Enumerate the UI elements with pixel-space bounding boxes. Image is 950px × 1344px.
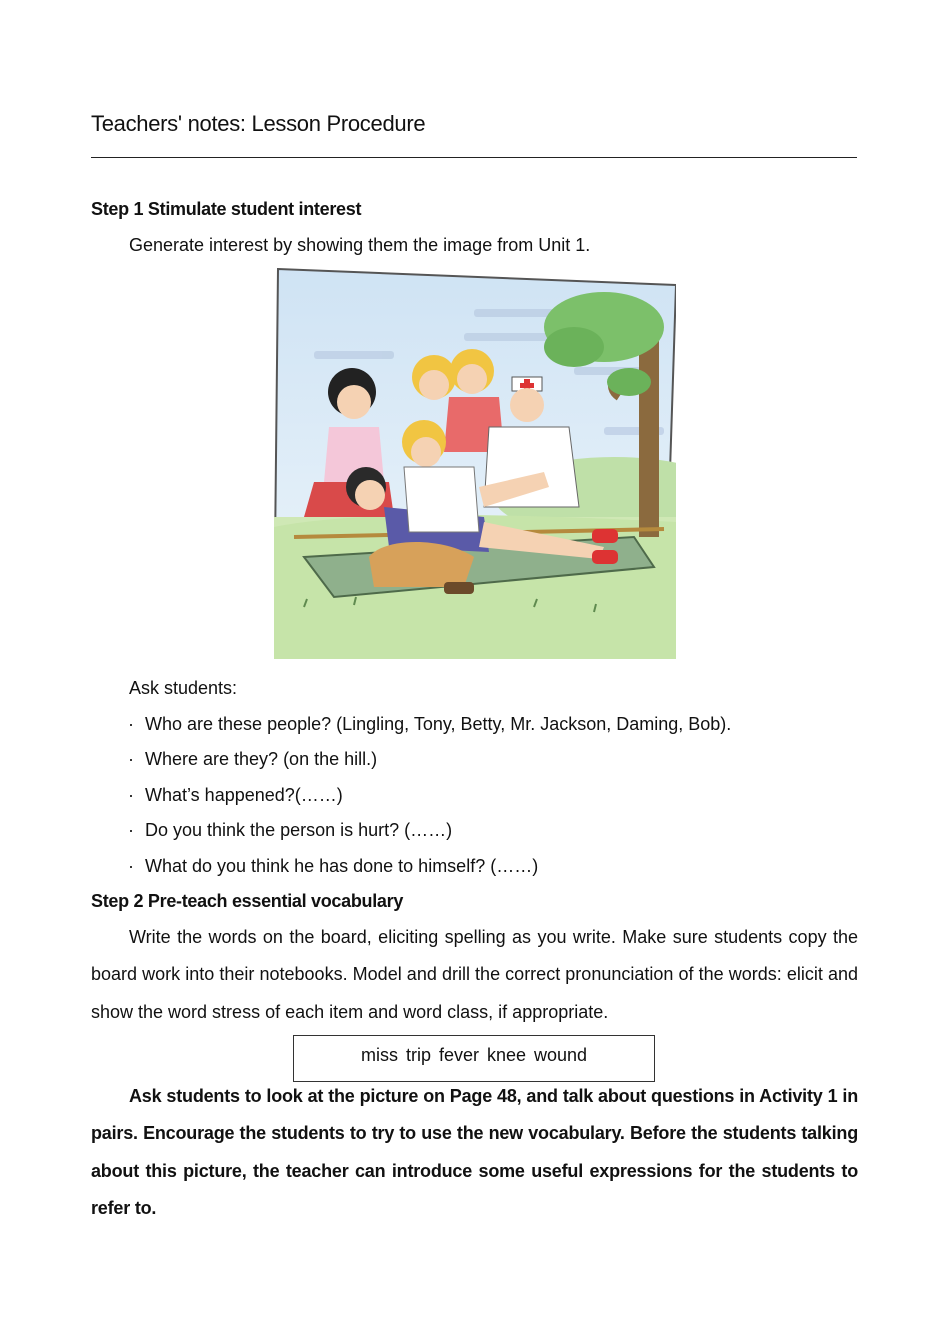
step2-paragraph-text: Write the words on the board, eliciting spelling as you write. Make sure students copy the board work into their notebooks. Model and drill the correct pronunciation of the words: elicit and show the word stress of each item and word class, if appropriate. <box>91 927 858 1022</box>
question-text: Where are they? (on the hill.) <box>145 749 378 769</box>
question-text: What do you think he has done to himself? (……) <box>145 856 539 876</box>
illustration-first-aid-scene <box>274 267 676 659</box>
step1-heading: Step 1 Stimulate student interest <box>91 199 362 219</box>
bullet-icon: · <box>128 714 134 734</box>
page-title: Teachers' notes: Lesson Procedure <box>91 111 426 136</box>
list-item <box>128 714 731 735</box>
question-text: Who are these people? (Lingling, Tony, Betty, Mr. Jackson, Daming, Bob). <box>145 714 732 734</box>
bullet-icon: · <box>128 785 134 805</box>
bullet-icon: · <box>128 856 134 876</box>
vocabulary-box: miss trip fever knee wound <box>293 1035 655 1082</box>
activity-paragraph <box>91 1078 858 1227</box>
bullet-icon: · <box>128 749 134 769</box>
list-item <box>128 749 377 770</box>
question-text: What’s happened?(……) <box>145 785 343 805</box>
title-divider <box>91 157 857 158</box>
step2-heading: Step 2 Pre-teach essential vocabulary <box>91 891 404 911</box>
bullet-icon: · <box>128 820 134 840</box>
list-item <box>128 820 452 841</box>
list-item <box>128 785 343 806</box>
step1-intro: Generate interest by showing them the image from Unit 1. <box>129 235 591 255</box>
activity-paragraph-text: Ask students to look at the picture on Page 48, and talk about questions in Activity 1 in pairs. Encourage the students to try to use the new vocabulary. Before the students talking about this picture, the teacher can introduce some useful expressions for the students to refer to. <box>91 1086 858 1218</box>
question-text: Do you think the person is hurt? (……) <box>145 820 453 840</box>
list-item <box>128 856 538 877</box>
step2-paragraph <box>91 919 858 1031</box>
ask-students-label: Ask students: <box>129 678 238 698</box>
